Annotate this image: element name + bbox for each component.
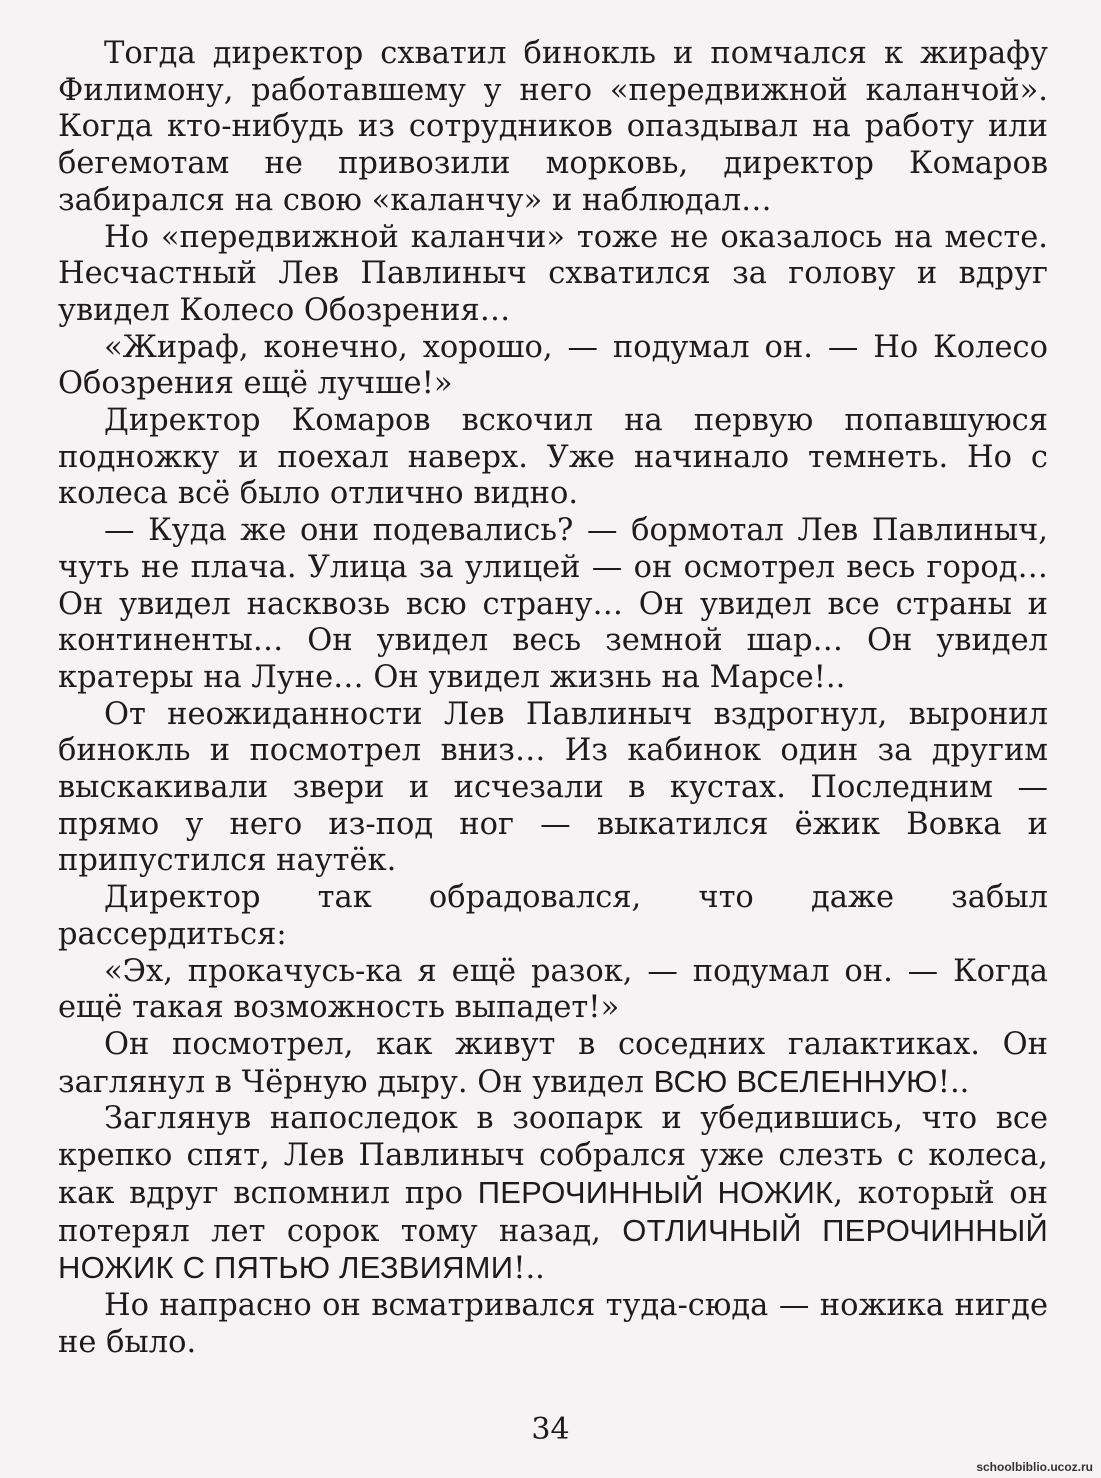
paragraph-9-text-a: Он посмотрел, как живут в соседних галактиках. Он заглянул в Чёрную дыру. Он увидел [58, 1026, 1048, 1100]
book-page-text [58, 36, 1048, 1361]
watermark: schoolbiblio.ucoz.ru [976, 1460, 1093, 1474]
paragraph-5: — Куда же они подевались? — бормотал Лев Павлиныч, чуть не плача. Улица за улицей — он осмотрел весь город… Он увидел насквозь всю страну… Он увидел все страны и континенты… Он увидел весь земной шар… Он увидел кратеры на Луне… Он увидел жизнь на Марсе!.. [58, 513, 1048, 695]
paragraph-2: Но «передвижной каланчи» тоже не оказалось на месте. Несчастный Лев Павлиныч схватился за голову и вдруг увидел Колесо Обозрения… [58, 219, 1048, 328]
paragraph-1: Тогда директор схватил бинокль и помчался к жирафу Филимону, работавшему у него «передвижной каланчой». Когда кто-нибудь из сотрудников опаздывал на работу или бегемотам не привозили морковь, директор Комаров забирался на свою «каланчу» и наблюдал… [58, 36, 1048, 218]
paragraph-10-text-a: Заглянув напоследок в зоопарк и убедившись, что все крепко спят, Лев Павлиныч собрался уже слезть с колеса, как вдруг вспомнил про [58, 1101, 1048, 1211]
paragraph-9-caps: ВСЮ ВСЕЛЕННУЮ [653, 1063, 938, 1099]
paragraph-10-caps-1: ПЕРОЧИННЫЙ НОЖИК [477, 1174, 834, 1210]
paragraph-10-text-c: !.. [513, 1251, 545, 1287]
paragraph-3: «Жираф, конечно, хорошо, — подумал он. — Но Колесо Обозрения ещё лучше!» [58, 329, 1048, 402]
paragraph-11: Но напрасно он всматривался туда-сюда — ножика нигде не было. [58, 1287, 1048, 1360]
paragraph-7: Директор так обрадовался, что даже забыл рассердиться: [58, 880, 1048, 952]
page-number: 34 [531, 1412, 570, 1447]
paragraph-6: От неожиданности Лев Павлиныч вздрогнул, выронил бинокль и посмотрел вниз… Из кабинок один за другим выскакивали звери и исчезали в кустах. Последним — прямо у него из-под ног — выкатился ёжик Вовка и припустился наутёк. [58, 696, 1048, 879]
paragraph-9-text-b: !.. [937, 1064, 970, 1100]
paragraph-9 [58, 1027, 1048, 1101]
paragraph-8: «Эх, прокачусь-ка я ещё разок, — подумал он. — Когда ещё такая возможность выпадет!» [58, 953, 1048, 1026]
paragraph-4: Директор Комаров вскочил на первую попавшуюся подножку и поехал наверх. Уже начинало темнеть. Но с колеса всё было отлично видно. [58, 403, 1048, 512]
paragraph-10-caps-2: ОТЛИЧНЫЙ ПЕРОЧИННЫЙ НОЖИК С ПЯТЬЮ ЛЕЗВИЯМИ [58, 1212, 1048, 1286]
paragraph-10-text-b: , который он потерял лет сорок тому назад, [58, 1175, 1048, 1249]
paragraph-10 [58, 1101, 1048, 1288]
